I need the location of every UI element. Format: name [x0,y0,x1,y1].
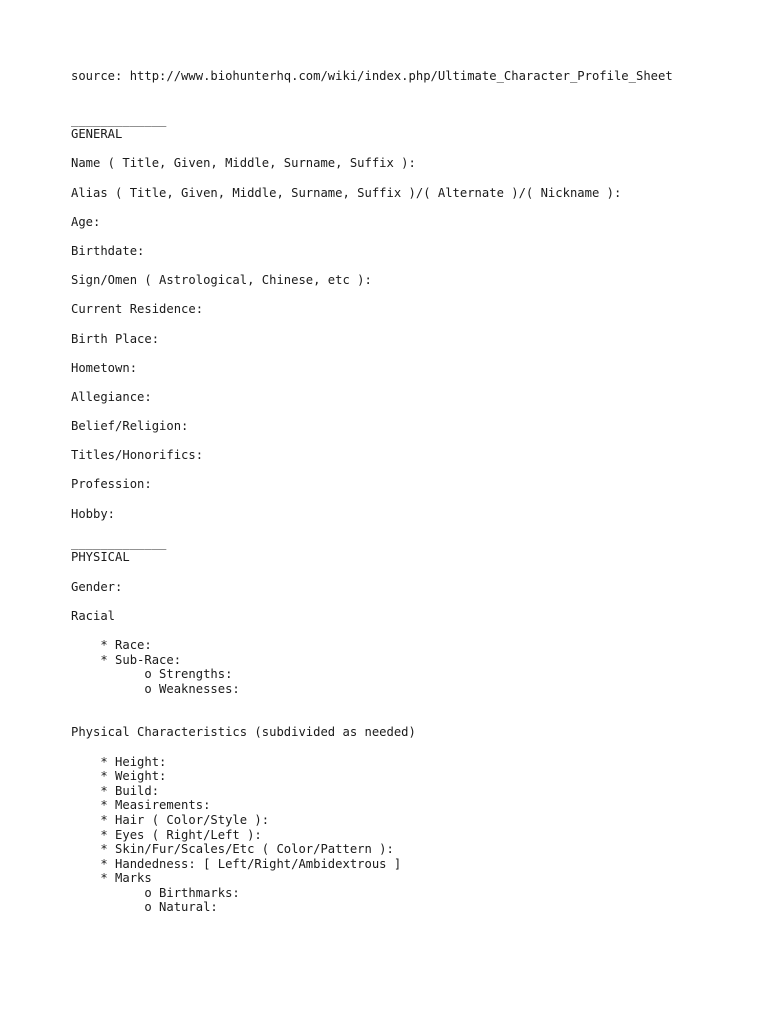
general-section-title: GENERAL [71,127,123,142]
char-item-marks: * Marks [71,871,152,886]
subrace-strengths-item: o Strengths: [71,667,233,682]
char-item-measurements: * Measirements: [71,798,211,813]
marks-birthmarks-item: o Birthmarks: [71,885,240,900]
field-alias: Alias ( Title, Given, Middle, Surname, Suffix )/( Alternate )/( Nickname ): [71,185,622,200]
document-body [71,69,748,915]
field-physical-characteristics: Physical Characteristics (subdivided as needed) [71,725,416,740]
field-name: Name ( Title, Given, Middle, Surname, Suffix ): [71,156,416,171]
field-age: Age: [71,214,101,229]
field-hometown: Hometown: [71,360,138,375]
field-titles-honorifics: Titles/Honorifics: [71,448,204,463]
char-item-skin: * Skin/Fur/Scales/Etc ( Color/Pattern ): [71,842,394,857]
spacer [71,696,748,725]
physical-section-title: PHYSICAL [71,550,130,565]
racial-subrace-item: * Sub-Race: [71,652,182,667]
racial-race-item: * Race: [71,637,152,652]
char-item-hair: * Hair ( Color/Style ): [71,812,270,827]
char-item-height: * Height: [71,754,167,769]
field-gender: Gender: [71,579,123,594]
field-sign-omen: Sign/Omen ( Astrological, Chinese, etc ): [71,273,372,288]
physical-rule: _____________ [71,535,167,550]
marks-natural-item: o Natural: [71,900,218,915]
field-birth-place: Birth Place: [71,331,160,346]
source-line: source: http://www.biohunterhq.com/wiki/index.php/Ultimate_Character_Profile_Sheet [71,69,673,83]
field-birthdate: Birthdate: [71,243,145,258]
char-item-build: * Build: [71,783,160,798]
char-item-handedness: * Handedness: [ Left/Right/Ambidextrous ] [71,856,402,871]
subrace-weaknesses-item: o Weaknesses: [71,681,240,696]
field-current-residence: Current Residence: [71,302,204,317]
field-allegiance: Allegiance: [71,389,152,404]
field-hobby: Hobby: [71,506,116,521]
char-item-eyes: * Eyes ( Right/Left ): [71,827,262,842]
field-racial: Racial [71,608,116,623]
field-belief-religion: Belief/Religion: [71,419,189,434]
char-item-weight: * Weight: [71,769,167,784]
field-profession: Profession: [71,477,152,492]
general-rule: _____________ [71,112,167,127]
